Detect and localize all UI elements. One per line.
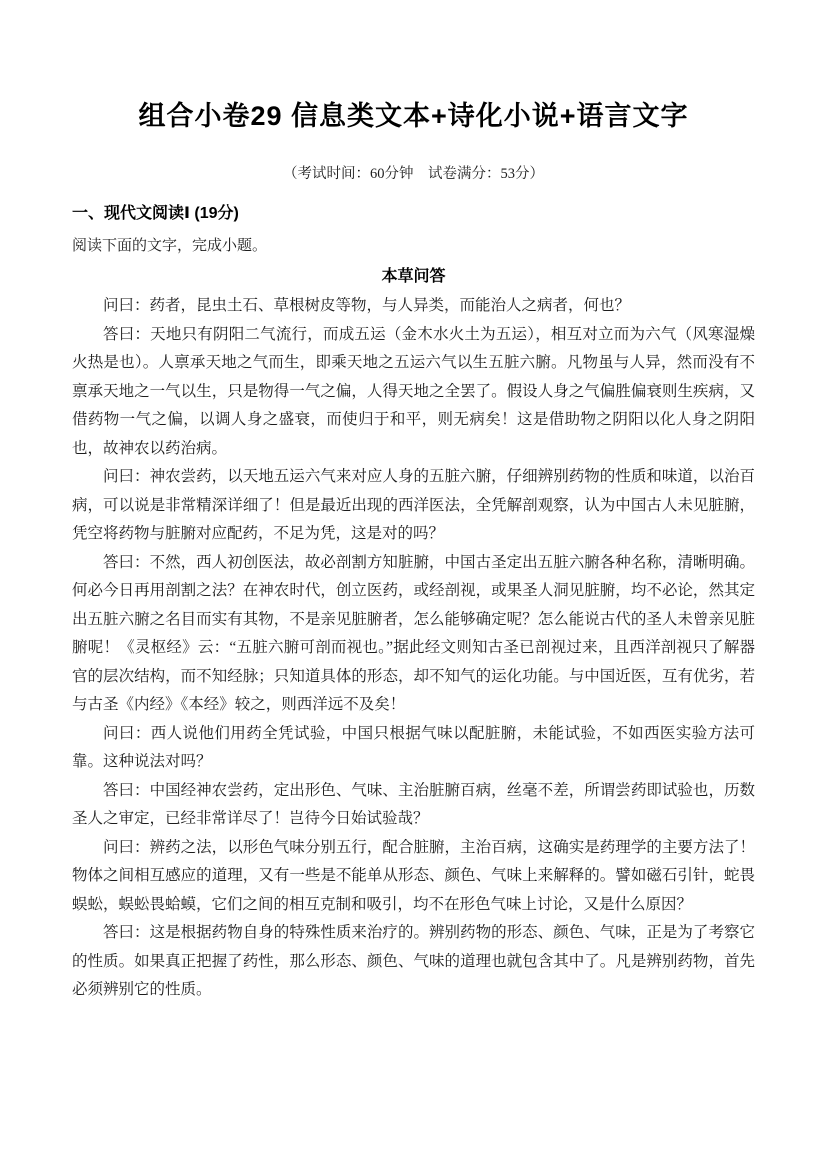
document-title: 组合小卷29 信息类文本+诗化小说+语言文字	[138, 101, 689, 131]
passage-paragraph: 答曰：这是根据药物自身的特殊性质来治疗的。辨别药物的形态、颜色、气味，正是为了考察它的性质。如果真正把握了药性，那么形态、颜色、气味的道理也就包含其中了。凡是辨别药物，首先必须辨别它的性质。	[72, 924, 755, 998]
passage-paragraph: 问曰：神农尝药，以天地五运六气来对应人身的五脏六腑，仔细辨别药物的性质和味道，以治百病，可以说是非常精深详细了！但是最近出现的西洋医法，全凭解剖观察，认为中国古人未见脏腑，凭空将药物与脏腑对应配药，不足为凭，这是对的吗？	[72, 468, 755, 542]
reading-instruction: 阅读下面的文字，完成小题。	[72, 238, 268, 254]
passage-paragraph: 答曰：天地只有阴阳二气流行，而成五运（金木水火土为五运），相互对立而为六气（风寒湿燥火热是也）。人禀承天地之气而生，即乘天地之五运六气以生五脏六腑。凡物虽与人异，然而没有不禀承天地之一气以生，只是物得一气之偏，人得天地之全罢了。假设人身之气偏胜偏衰则生疾病，又借药物一气之偏，以调人身之盛衰，而使归于和平，则无病矣！这是借助物之阴阳以化人身之阴阳也，故神农以药治病。	[72, 325, 755, 457]
passage-body	[72, 292, 755, 1005]
passage-paragraph: 问曰：辨药之法，以形色气味分别五行，配合脏腑，主治百病，这确实是药理学的主要方法了！物体之间相互感应的道理，又有一些是不能单从形态、颜色、气味上来解释的。譬如磁石引针，蛇畏蜈蚣，蜈蚣畏蛤蟆，它们之间的相互克制和吸引，均不在形色气味上讨论，又是什么原因？	[72, 838, 755, 913]
passage-paragraph: 答曰：不然，西人初创医法，故必剖割方知脏腑，中国古圣定出五脏六腑各种名称，清晰明确。何必今日再用剖割之法？在神农时代，创立医药，或经剖视，或果圣人洞见脏腑，均不必论，然其定出五脏六腑之名目而实有其物，不是亲见脏腑者，怎么能够确定呢？怎么能说古代的圣人未曾亲见脏腑呢！《灵枢经》云：“五脏六腑可剖而视也。”据此经文则知古圣已剖视过来，且西洋剖视只了解器官的层次结构，而不知经脉；只知道具体的形态，却不知气的运化功能。与中国近医，互有优劣，若与古圣《内经》《本经》较之，则西洋远不及矣！	[72, 553, 755, 713]
passage-title: 本草问答	[381, 268, 446, 285]
section-heading: 一、现代文阅读Ⅰ (19分)	[72, 205, 239, 222]
passage-paragraph: 问曰：西人说他们用药全凭试验，中国只根据气味以配脏腑，未能试验，不如西医实验方法可靠。这种说法对吗？	[72, 724, 755, 770]
passage-paragraph: 答曰：中国经神农尝药，定出形色、气味、主治脏腑百病，丝毫不差，所谓尝药即试验也，历数圣人之审定，已经非常详尽了！岂待今日始试验哉？	[72, 781, 755, 827]
exam-info-line: （考试时间：60分钟 试卷满分：53分）	[283, 166, 544, 182]
passage-paragraph: 问曰：药者，昆虫土石、草根树皮等物，与人异类，而能治人之病者，何也？	[103, 297, 631, 314]
